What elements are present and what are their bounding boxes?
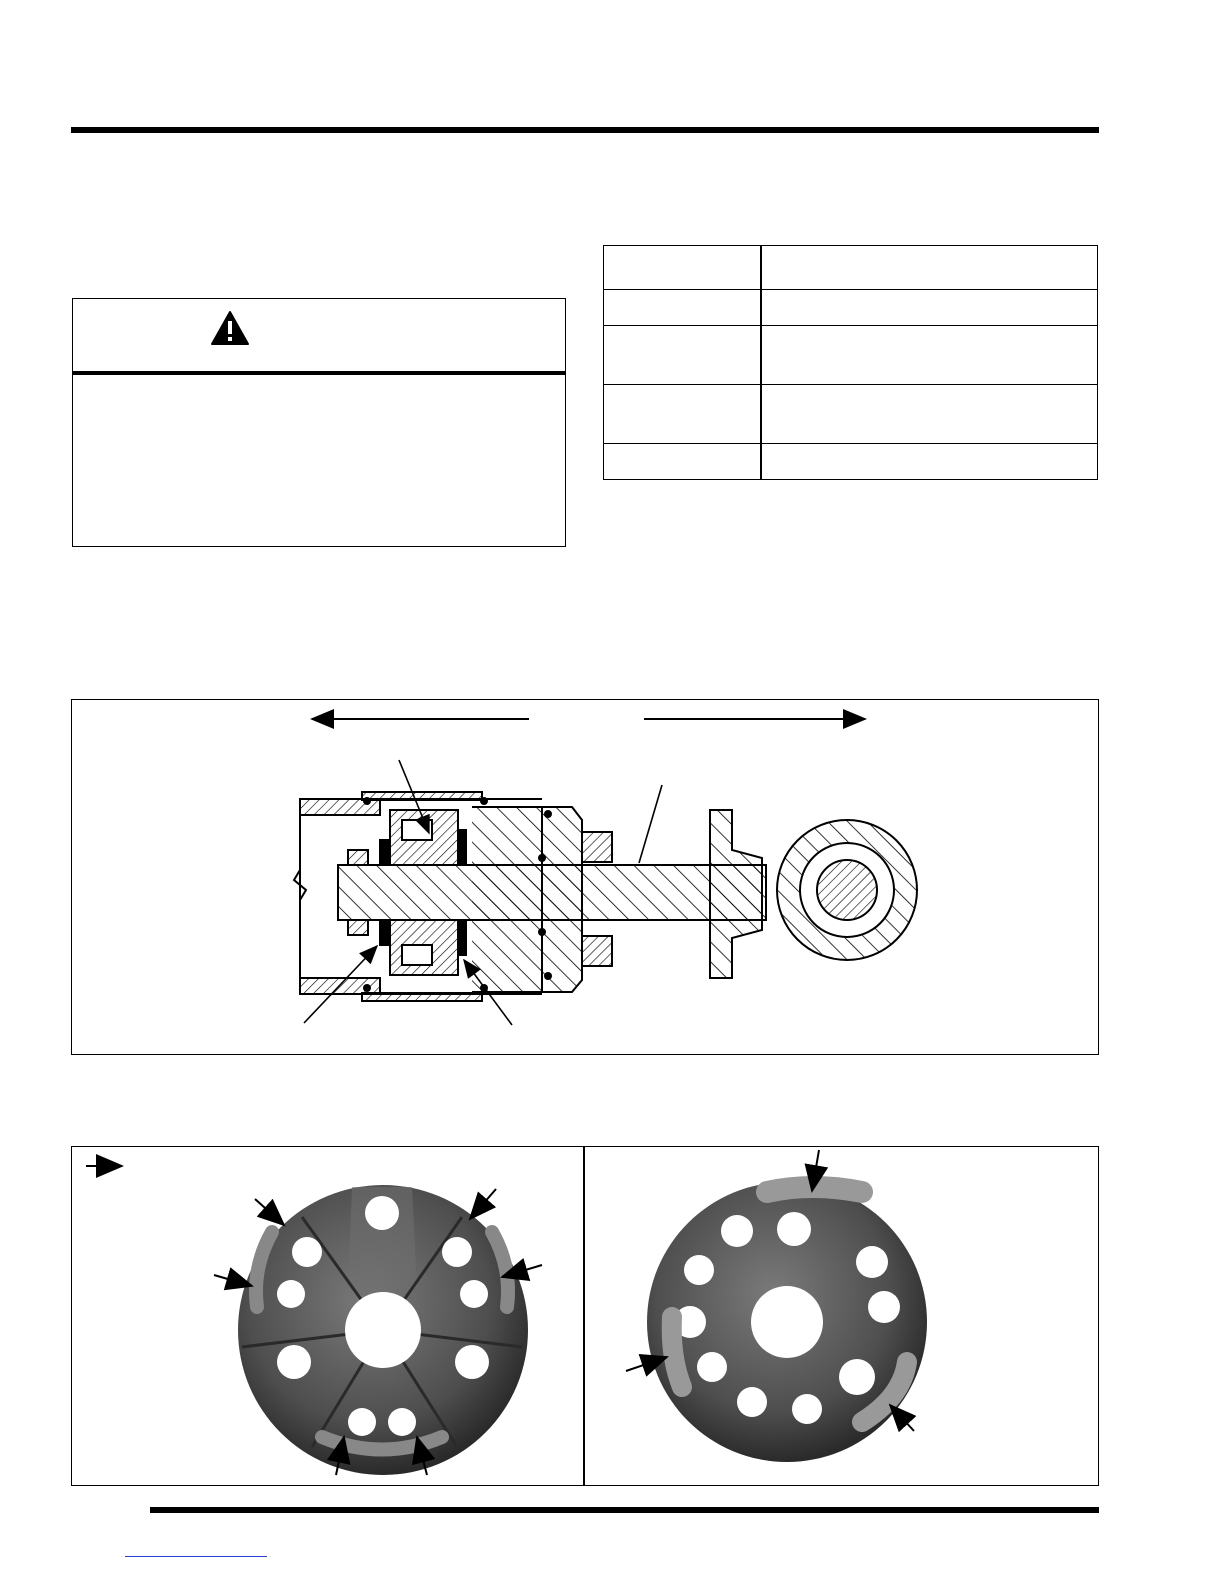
- warning-box: [72, 298, 566, 547]
- table-row: [604, 246, 1097, 290]
- table-row: [604, 444, 1097, 478]
- warning-header: [73, 299, 565, 375]
- table-row: [604, 290, 1097, 326]
- table-row: [604, 385, 1097, 444]
- plates-figure: [71, 1146, 1099, 1486]
- clutch-plate-photo-back: [647, 1182, 927, 1462]
- warning-triangle-icon: [210, 310, 250, 346]
- clutch-plate-photo-front: [238, 1185, 528, 1475]
- cross-section-figure: [71, 699, 1099, 1055]
- footer-link[interactable]: [125, 1556, 267, 1557]
- spec-table: [603, 245, 1098, 480]
- footer-rule: [150, 1507, 1099, 1513]
- header-rule: [71, 127, 1099, 133]
- plates-drawing: [72, 1147, 1098, 1485]
- clutch-cross-section-drawing: [72, 700, 1098, 1054]
- table-row: [604, 326, 1097, 385]
